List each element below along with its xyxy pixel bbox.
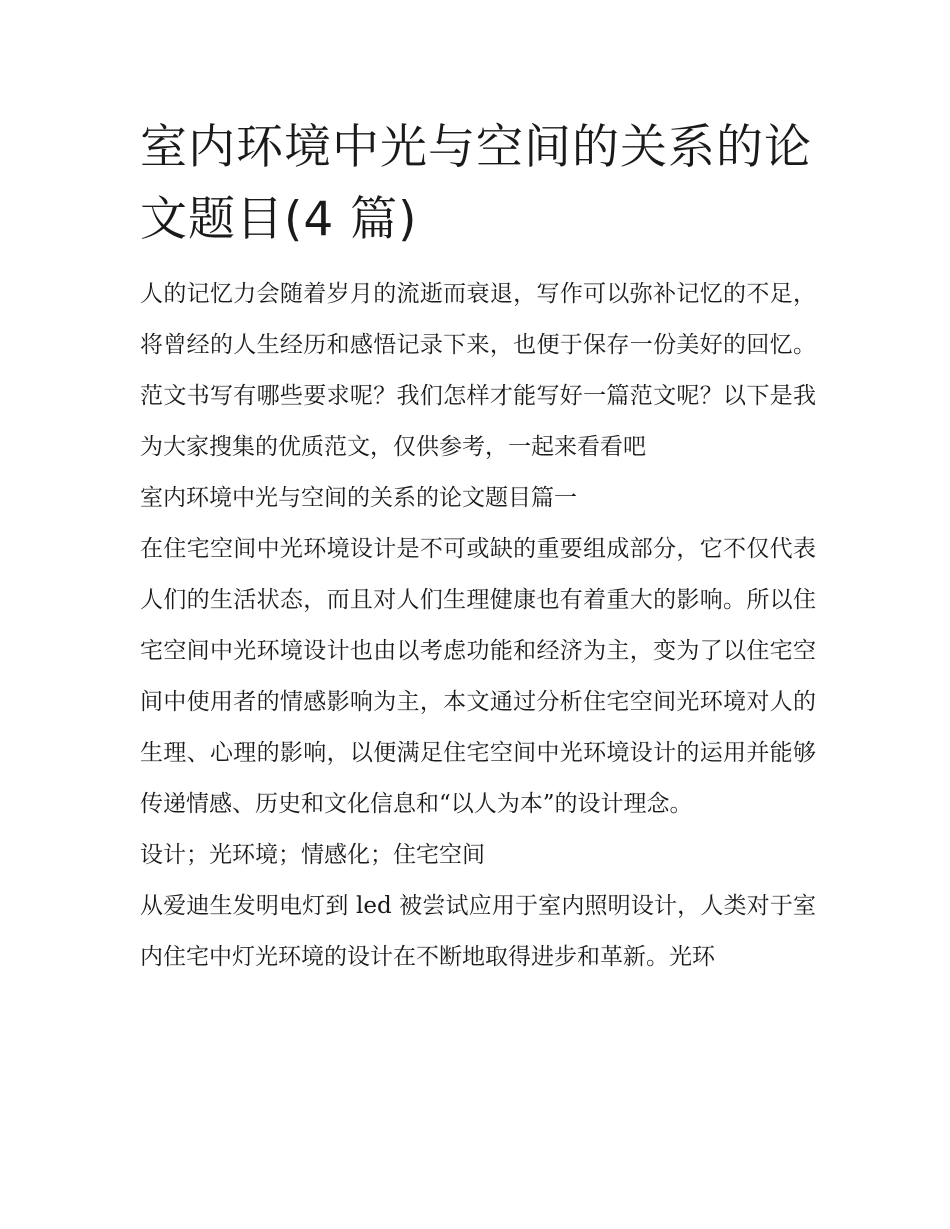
- document-page: [140, 112, 816, 983]
- document-title: 室内环境中光与空间的关系的论文题目(4 篇): [140, 120, 812, 247]
- abstract-paragraph: 在住宅空间中光环境设计是不可或缺的重要组成部分，它不仅代表人们的生活状态，而且对人们生理健康也有着重大的影响。所以住宅空间中光环境设计也由以考虑功能和经济为主，变为了以住宅空间中使用者的情感影响为主，本文通过分析住宅空间光环境对人的生理、心理的影响，以便满足住宅空间中光环境设计的运用并能够传递情感、历史和文化信息和“以人为本”的设计理念。: [140, 536, 816, 817]
- section-heading: 室内环境中光与空间的关系的论文题目篇一: [140, 485, 577, 511]
- body-paragraph: 从爱迪生发明电灯到 led 被尝试应用于室内照明设计，人类对于室内住宅中灯光环境的设计在不断地取得进步和革新。光环: [140, 893, 816, 970]
- keywords-paragraph: 设计；光环境；情感化；住宅空间: [140, 842, 485, 868]
- intro-paragraph: 人的记忆力会随着岁月的流逝而衰退，写作可以弥补记忆的不足，将曾经的人生经历和感悟记录下来，也便于保存一份美好的回忆。范文书写有哪些要求呢？我们怎样才能写好一篇范文呢？以下是我为大家搜集的优质范文，仅供参考，一起来看看吧: [140, 281, 816, 460]
